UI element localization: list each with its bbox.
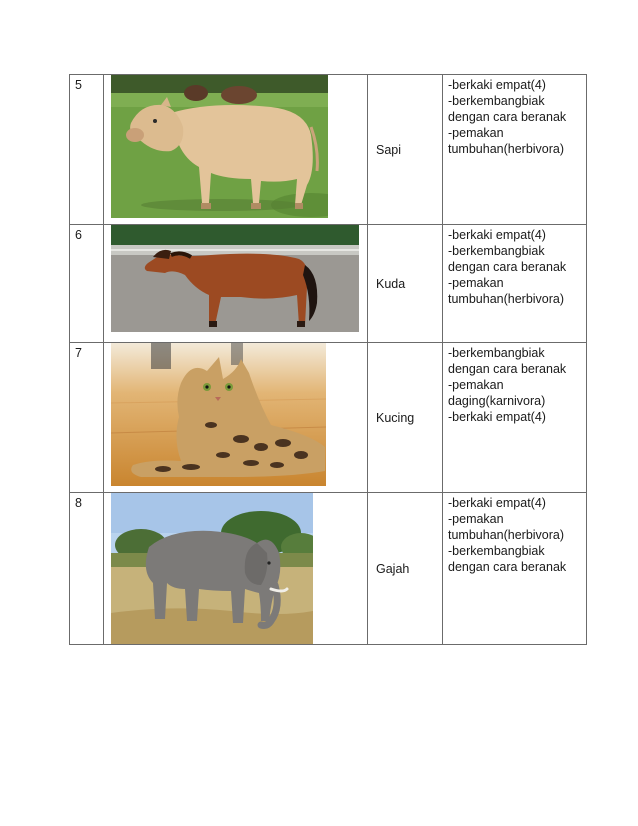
table-row	[70, 75, 587, 225]
description-line: tumbuhan(herbivora)	[448, 292, 565, 306]
description-line: -berkembangbiak	[448, 244, 545, 258]
animal-name: Sapi	[368, 75, 443, 225]
row-number: 7	[70, 343, 104, 493]
animal-name: Gajah	[368, 493, 443, 645]
description-line: -berkembangbiak	[448, 346, 545, 360]
description-line: -berkembangbiak	[448, 94, 545, 108]
description-line: -pemakan	[448, 126, 504, 140]
description-line: -pemakan	[448, 512, 504, 526]
description-line: daging(karnivora)	[448, 394, 546, 408]
cow-photo	[111, 75, 328, 218]
description-line: tumbuhan(herbivora)	[448, 142, 565, 156]
photo-cell	[104, 225, 368, 343]
description-line: -berkaki empat(4)	[448, 228, 546, 242]
horse-photo	[111, 225, 359, 332]
description-cell	[443, 343, 587, 493]
description-line: dengan cara beranak	[448, 560, 567, 574]
description-line: -berkembangbiak	[448, 544, 545, 558]
description-cell	[443, 493, 587, 645]
description-line: -pemakan	[448, 276, 504, 290]
description-line: tumbuhan(herbivora)	[448, 528, 565, 542]
animal-name: Kucing	[368, 343, 443, 493]
description-line: -pemakan	[448, 378, 504, 392]
table-row	[70, 343, 587, 493]
description-line: dengan cara beranak	[448, 362, 567, 376]
row-number: 8	[70, 493, 104, 645]
row-number: 5	[70, 75, 104, 225]
description-line: dengan cara beranak	[448, 110, 567, 124]
photo-cell	[104, 75, 368, 225]
description-line: -berkaki empat(4)	[448, 496, 546, 510]
description-line: -berkaki empat(4)	[448, 78, 546, 92]
photo-cell	[104, 493, 368, 645]
row-number: 6	[70, 225, 104, 343]
elephant-photo	[111, 493, 313, 645]
cat-photo	[111, 343, 326, 486]
description-line: dengan cara beranak	[448, 260, 567, 274]
table-row	[70, 225, 587, 343]
description-line: -berkaki empat(4)	[448, 410, 546, 424]
animal-name: Kuda	[368, 225, 443, 343]
description-cell	[443, 75, 587, 225]
photo-cell	[104, 343, 368, 493]
description-cell	[443, 225, 587, 343]
animal-table	[69, 74, 587, 645]
table-row	[70, 493, 587, 645]
